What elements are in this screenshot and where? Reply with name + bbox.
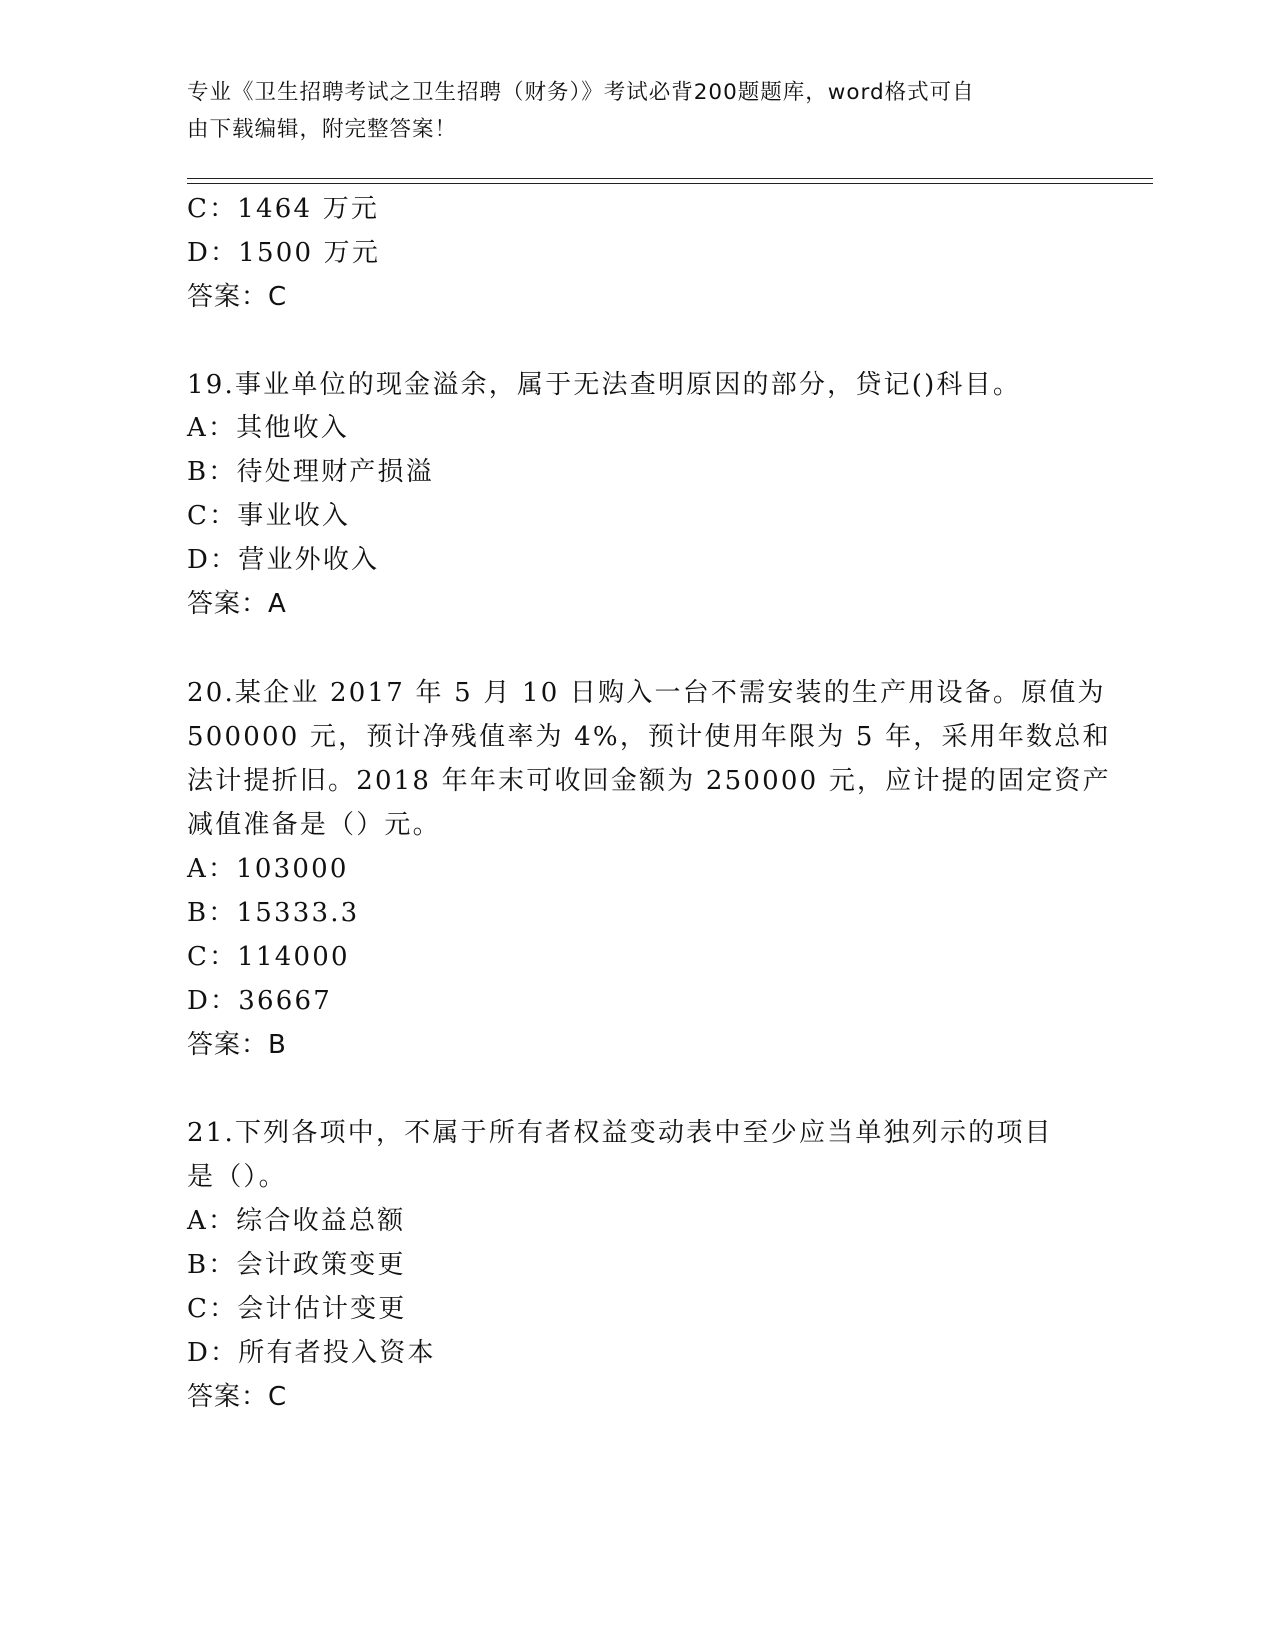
q20-option-d: D：36667 [187, 986, 332, 1016]
header-line-2: 由下载编辑，附完整答案！ [187, 117, 458, 142]
q19-option-d: D：营业外收入 [187, 545, 380, 575]
q20-option-c: C：114000 [187, 942, 350, 972]
q20-option-a: A：103000 [187, 854, 349, 884]
q19-answer: 答案：A [187, 589, 287, 619]
q18-answer: 答案：C [187, 282, 288, 312]
q18-option-d: D：1500 万元 [187, 238, 381, 268]
q21-option-d: D：所有者投入资本 [187, 1338, 436, 1368]
q21-option-a: A：综合收益总额 [187, 1206, 406, 1236]
q20-question-line-4: 减值准备是（）元。 [187, 810, 441, 840]
q19-option-a: A：其他收入 [187, 413, 349, 443]
q20-answer: 答案：B [187, 1030, 287, 1060]
q19-option-c: C：事业收入 [187, 501, 351, 531]
q21-question-line-1: 21.下列各项中，不属于所有者权益变动表中至少应当单独列示的项目 [187, 1118, 1053, 1148]
q19-question: 19.事业单位的现金溢余，属于无法查明原因的部分，贷记()科目。 [187, 370, 1022, 400]
q20-option-b: B：15333.3 [187, 898, 360, 928]
header-divider-bottom [187, 183, 1153, 184]
q19-option-b: B：待处理财产损溢 [187, 457, 434, 487]
q20-question-line-1: 20.某企业 2017 年 5 月 10 日购入一台不需安装的生产用设备。原值为 [187, 678, 1106, 708]
q21-answer: 答案：C [187, 1382, 288, 1412]
header-line-1: 专业《卫生招聘考试之卫生招聘（财务）》考试必背200题题库，word格式可自 [187, 80, 975, 105]
document-header [187, 74, 1067, 148]
q21-question-line-2: 是（）。 [187, 1162, 287, 1192]
q18-option-c: C：1464 万元 [187, 194, 380, 224]
header-divider-top [187, 178, 1153, 179]
q20-question-line-2: 500000 元，预计净残值率为 4%，预计使用年限为 5 年，采用年数总和 [187, 722, 1111, 752]
q21-option-b: B：会计政策变更 [187, 1250, 406, 1280]
q20-question-line-3: 法计提折旧。2018 年年末可收回金额为 250000 元，应计提的固定资产 [187, 766, 1111, 796]
q21-option-c: C：会计估计变更 [187, 1294, 407, 1324]
